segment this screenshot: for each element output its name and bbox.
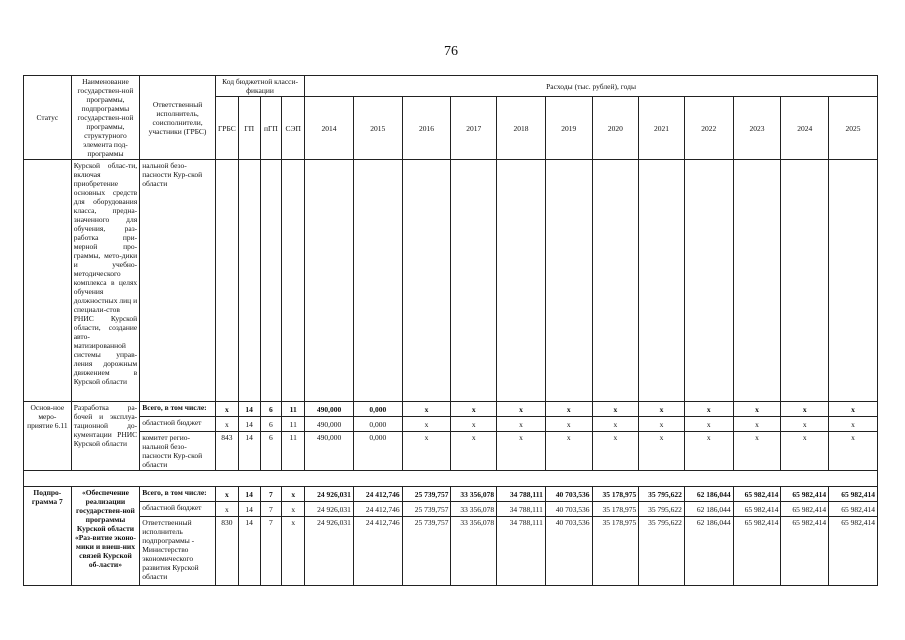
header-expenses: Расходы (тыс. рублей), годы [305,76,878,97]
cell-value: х [451,432,497,471]
cell-grbs: 830 [215,517,238,586]
cell-value: 33 356,078 [451,487,497,502]
cell-value: х [781,432,829,471]
cell-value: 35 795,622 [639,517,685,586]
cell-sep: х [282,502,305,517]
cell-value: 40 703,536 [545,517,592,586]
row-label: областной бюджет [140,502,216,517]
cell-pgp: 7 [260,487,282,502]
event-row-regional [24,417,878,432]
cell-value: х [592,417,639,432]
header-grbs: ГРБС [215,97,238,160]
cell-value: 65 982,414 [829,517,878,586]
cell-value: 65 982,414 [829,502,878,517]
cell-grbs: х [215,487,238,502]
cell-pgp: 7 [260,517,282,586]
cell-grbs: х [215,417,238,432]
continuation-row [24,160,878,402]
cell-value: 65 982,414 [829,487,878,502]
cell-gp: 14 [238,402,260,417]
cell-value: 34 788,111 [497,487,546,502]
continuation-executor: нальной безо-пасности Кур-ской области [140,160,216,402]
cell-value: х [781,402,829,417]
cell-value: х [402,402,451,417]
header-year: 2017 [451,97,497,160]
cell-value: х [545,417,592,432]
cell-grbs: х [215,502,238,517]
cell-value: 35 795,622 [639,502,685,517]
cell-sep: х [282,487,305,502]
cell-value: 25 739,757 [402,487,451,502]
cell-value: х [451,402,497,417]
cell-pgp: 6 [260,417,282,432]
cell-sep: 11 [282,417,305,432]
cell-value: 24 926,031 [305,517,354,586]
event-row-committee [24,432,878,471]
header-year: 2015 [353,97,402,160]
subprogram-name: «Обеспечение реализации государствен-ной программы Курской области «Раз-витие эконо-мики и внеш-них связей Курской об-ласти» [71,487,139,586]
row-label: областной бюджет [140,417,216,432]
cell-value: х [829,432,878,471]
cell-value: 34 788,111 [497,517,546,586]
header-year: 2016 [402,97,451,160]
event-name: Разработка ра-бочей и эксплуа-тационной до-кументации РНИС Курской области [71,402,139,471]
cell-value: 490,000 [305,432,354,471]
cell-value: х [592,432,639,471]
cell-pgp: 7 [260,502,282,517]
cell-value: 25 739,757 [402,517,451,586]
cell-value: х [402,417,451,432]
header-year: 2023 [733,97,781,160]
row-label: комитет регио-нальной безо-пасности Кур-ской области [140,432,216,471]
event-row-total [24,402,878,417]
subprogram-status: Подпро-грамма 7 [24,487,72,586]
cell-gp: 14 [238,502,260,517]
header-year: 2024 [781,97,829,160]
cell-gp: 14 [238,432,260,471]
row-label: Всего, в том числе: [140,487,216,502]
cell-value: 33 356,078 [451,502,497,517]
cell-pgp: 6 [260,432,282,471]
header-budget-code: Код бюджетной класси-фикации [215,76,304,97]
cell-gp: 14 [238,487,260,502]
cell-value: х [402,432,451,471]
cell-value: 35 178,975 [592,502,639,517]
header-gp: ГП [238,97,260,160]
cell-value: 0,000 [353,417,402,432]
cell-value: х [781,417,829,432]
cell-value: х [684,402,733,417]
header-pgp: пГП [260,97,282,160]
cell-value: 40 703,536 [545,502,592,517]
cell-value: х [497,417,546,432]
cell-value: 0,000 [353,402,402,417]
subprogram-row-regional [24,502,878,517]
event-status: Основ-ное меро-приятие 6.11 [24,402,72,471]
cell-value: 65 982,414 [781,487,829,502]
cell-value: 24 412,746 [353,502,402,517]
cell-value: 65 982,414 [781,502,829,517]
cell-value: 24 926,031 [305,502,354,517]
cell-value: 65 982,414 [733,517,781,586]
cell-value: 40 703,536 [545,487,592,502]
cell-value: х [545,402,592,417]
cell-value: х [733,417,781,432]
header-year: 2022 [684,97,733,160]
cell-value: х [639,417,685,432]
cell-value: 65 982,414 [733,487,781,502]
cell-value: 24 412,746 [353,487,402,502]
cell-value: х [829,402,878,417]
cell-value: 62 186,044 [684,502,733,517]
cell-gp: 14 [238,417,260,432]
cell-sep: 11 [282,432,305,471]
cell-grbs: х [215,402,238,417]
cell-value: 0,000 [353,432,402,471]
budget-table [23,75,878,586]
cell-pgp: 6 [260,402,282,417]
cell-value: 35 178,975 [592,487,639,502]
cell-value: 24 926,031 [305,487,354,502]
cell-sep: х [282,517,305,586]
header-year: 2019 [545,97,592,160]
separator-row [24,471,878,487]
header-row-1 [24,76,878,97]
cell-grbs: 843 [215,432,238,471]
cell-value: х [733,432,781,471]
cell-value: 25 739,757 [402,502,451,517]
header-year: 2018 [497,97,546,160]
header-name: Наименование государствен-ной программы, подпрограммы государствен-ной программы, структурного элемента под-программы [71,76,139,160]
header-executor: Ответственный исполнитель, соисполнители, участники (ГРБС) [140,76,216,160]
cell-value: 35 795,622 [639,487,685,502]
cell-value: 65 982,414 [781,517,829,586]
header-year: 2014 [305,97,354,160]
cell-value: х [639,402,685,417]
header-year: 2025 [829,97,878,160]
cell-value: х [545,432,592,471]
cell-value: х [733,402,781,417]
cell-value: 62 186,044 [684,517,733,586]
subprogram-row-ministry [24,517,878,586]
cell-value: 490,000 [305,417,354,432]
cell-value: 33 356,078 [451,517,497,586]
cell-value: 62 186,044 [684,487,733,502]
cell-value: х [451,417,497,432]
cell-gp: 14 [238,517,260,586]
subprogram-row-total [24,487,878,502]
cell-value: х [497,432,546,471]
header-sep: СЭП [282,97,305,160]
header-year: 2020 [592,97,639,160]
cell-value: 34 788,111 [497,502,546,517]
cell-sep: 11 [282,402,305,417]
cell-value: х [684,432,733,471]
cell-value: 65 982,414 [733,502,781,517]
cell-value: 35 178,975 [592,517,639,586]
row-label: Всего, в том числе: [140,402,216,417]
continuation-name: Курской облас-ти, включая приобретение основных средств для оборудования класса, предна-значенного для обучения, раз-работка при-мерной про-граммы, мето-дики и учебно-методического комплекса в целях обучения должностных лиц и специали-стов РНИС Курской области, создание авто-матизированной системы управ-ления дорожным движением в Курской области [71,160,139,402]
cell-value: 24 412,746 [353,517,402,586]
header-status: Статус [24,76,72,160]
cell-value: 490,000 [305,402,354,417]
cell-value: х [497,402,546,417]
cell-value: х [639,432,685,471]
cell-value: х [684,417,733,432]
page-number: 76 [444,44,458,59]
row-label: Ответственный исполнитель подпрограммы - Министерство экономического развития Курской области [140,517,216,586]
cell-value: х [829,417,878,432]
header-year: 2021 [639,97,685,160]
cell-value: х [592,402,639,417]
